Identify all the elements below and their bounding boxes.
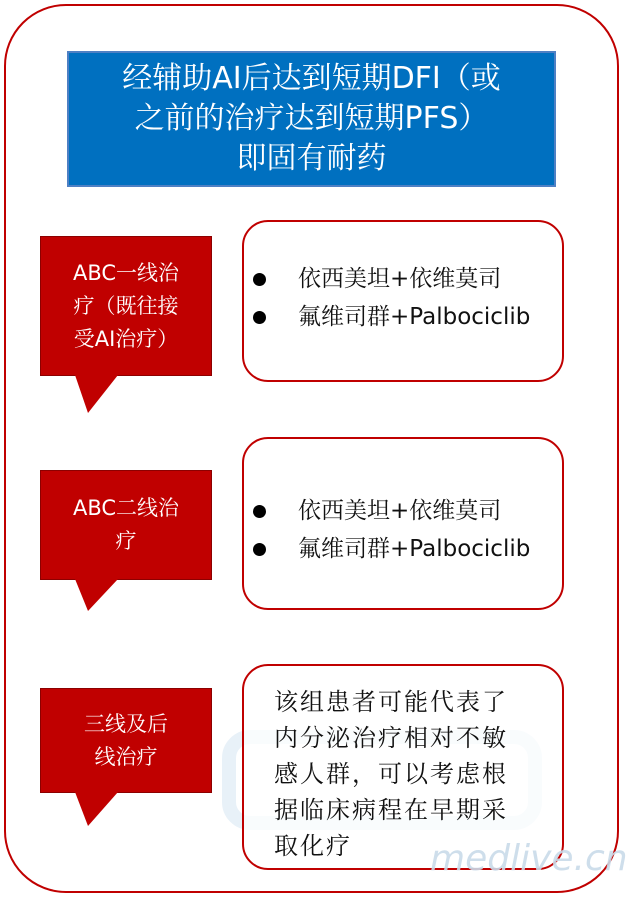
header-line-2: 之前的治疗达到短期PFS） (134, 101, 489, 136)
recommendation-text (274, 684, 559, 864)
bullet-text: 氟维司群+Palbociclib (298, 536, 531, 562)
list-item (248, 492, 530, 530)
panel-second-line (242, 437, 564, 610)
callout-label-line: ABC一线治 (72, 260, 180, 285)
callout-pointer (40, 579, 120, 615)
header-line-3: 即固有耐药 (236, 141, 387, 176)
header-box (67, 51, 556, 187)
callout-third-line (40, 688, 212, 793)
callout-label-line: 线治疗 (94, 744, 158, 769)
callout-second-line (40, 470, 212, 580)
bullet-dot (253, 543, 266, 556)
bullet-list (248, 492, 530, 568)
text-line: 取化疗 (274, 832, 352, 860)
callout-label-line: ABC二线治 (72, 496, 180, 520)
bullet-dot (253, 505, 266, 518)
bullet-dot (253, 273, 266, 286)
callout-label-line: 三线及后 (84, 711, 168, 736)
watermark-text: medlive.cn (430, 838, 628, 879)
callout-label-line: 受AI治疗） (73, 326, 179, 351)
text-line: 该组患者可能代表了 (274, 688, 508, 716)
panel-first-line (242, 220, 564, 382)
list-item (248, 260, 530, 298)
header-line-1: 经辅助AI后达到短期DFI（或 (122, 61, 501, 96)
callout-box (40, 236, 212, 376)
text-line: 据临床病程在早期采 (274, 796, 508, 824)
bullet-dot (253, 311, 266, 324)
callout-label-line: 疗（既往接 (73, 293, 179, 318)
text-line: 内分泌治疗相对不敏 (274, 724, 508, 752)
list-item (248, 530, 530, 568)
bullet-list (248, 260, 530, 336)
bullet-text: 氟维司群+Palbociclib (298, 304, 531, 330)
callout-pointer (40, 792, 120, 830)
callout-box (40, 688, 212, 793)
callout-first-line (40, 236, 212, 376)
callout-label-line: 疗 (115, 529, 137, 553)
callout-pointer (40, 375, 120, 415)
list-item (248, 298, 530, 336)
bullet-text: 依西美坦+依维莫司 (298, 498, 502, 524)
text-line: 感人群，可以考虑根 (274, 760, 508, 788)
bullet-text: 依西美坦+依维莫司 (298, 266, 502, 292)
callout-box (40, 470, 212, 580)
